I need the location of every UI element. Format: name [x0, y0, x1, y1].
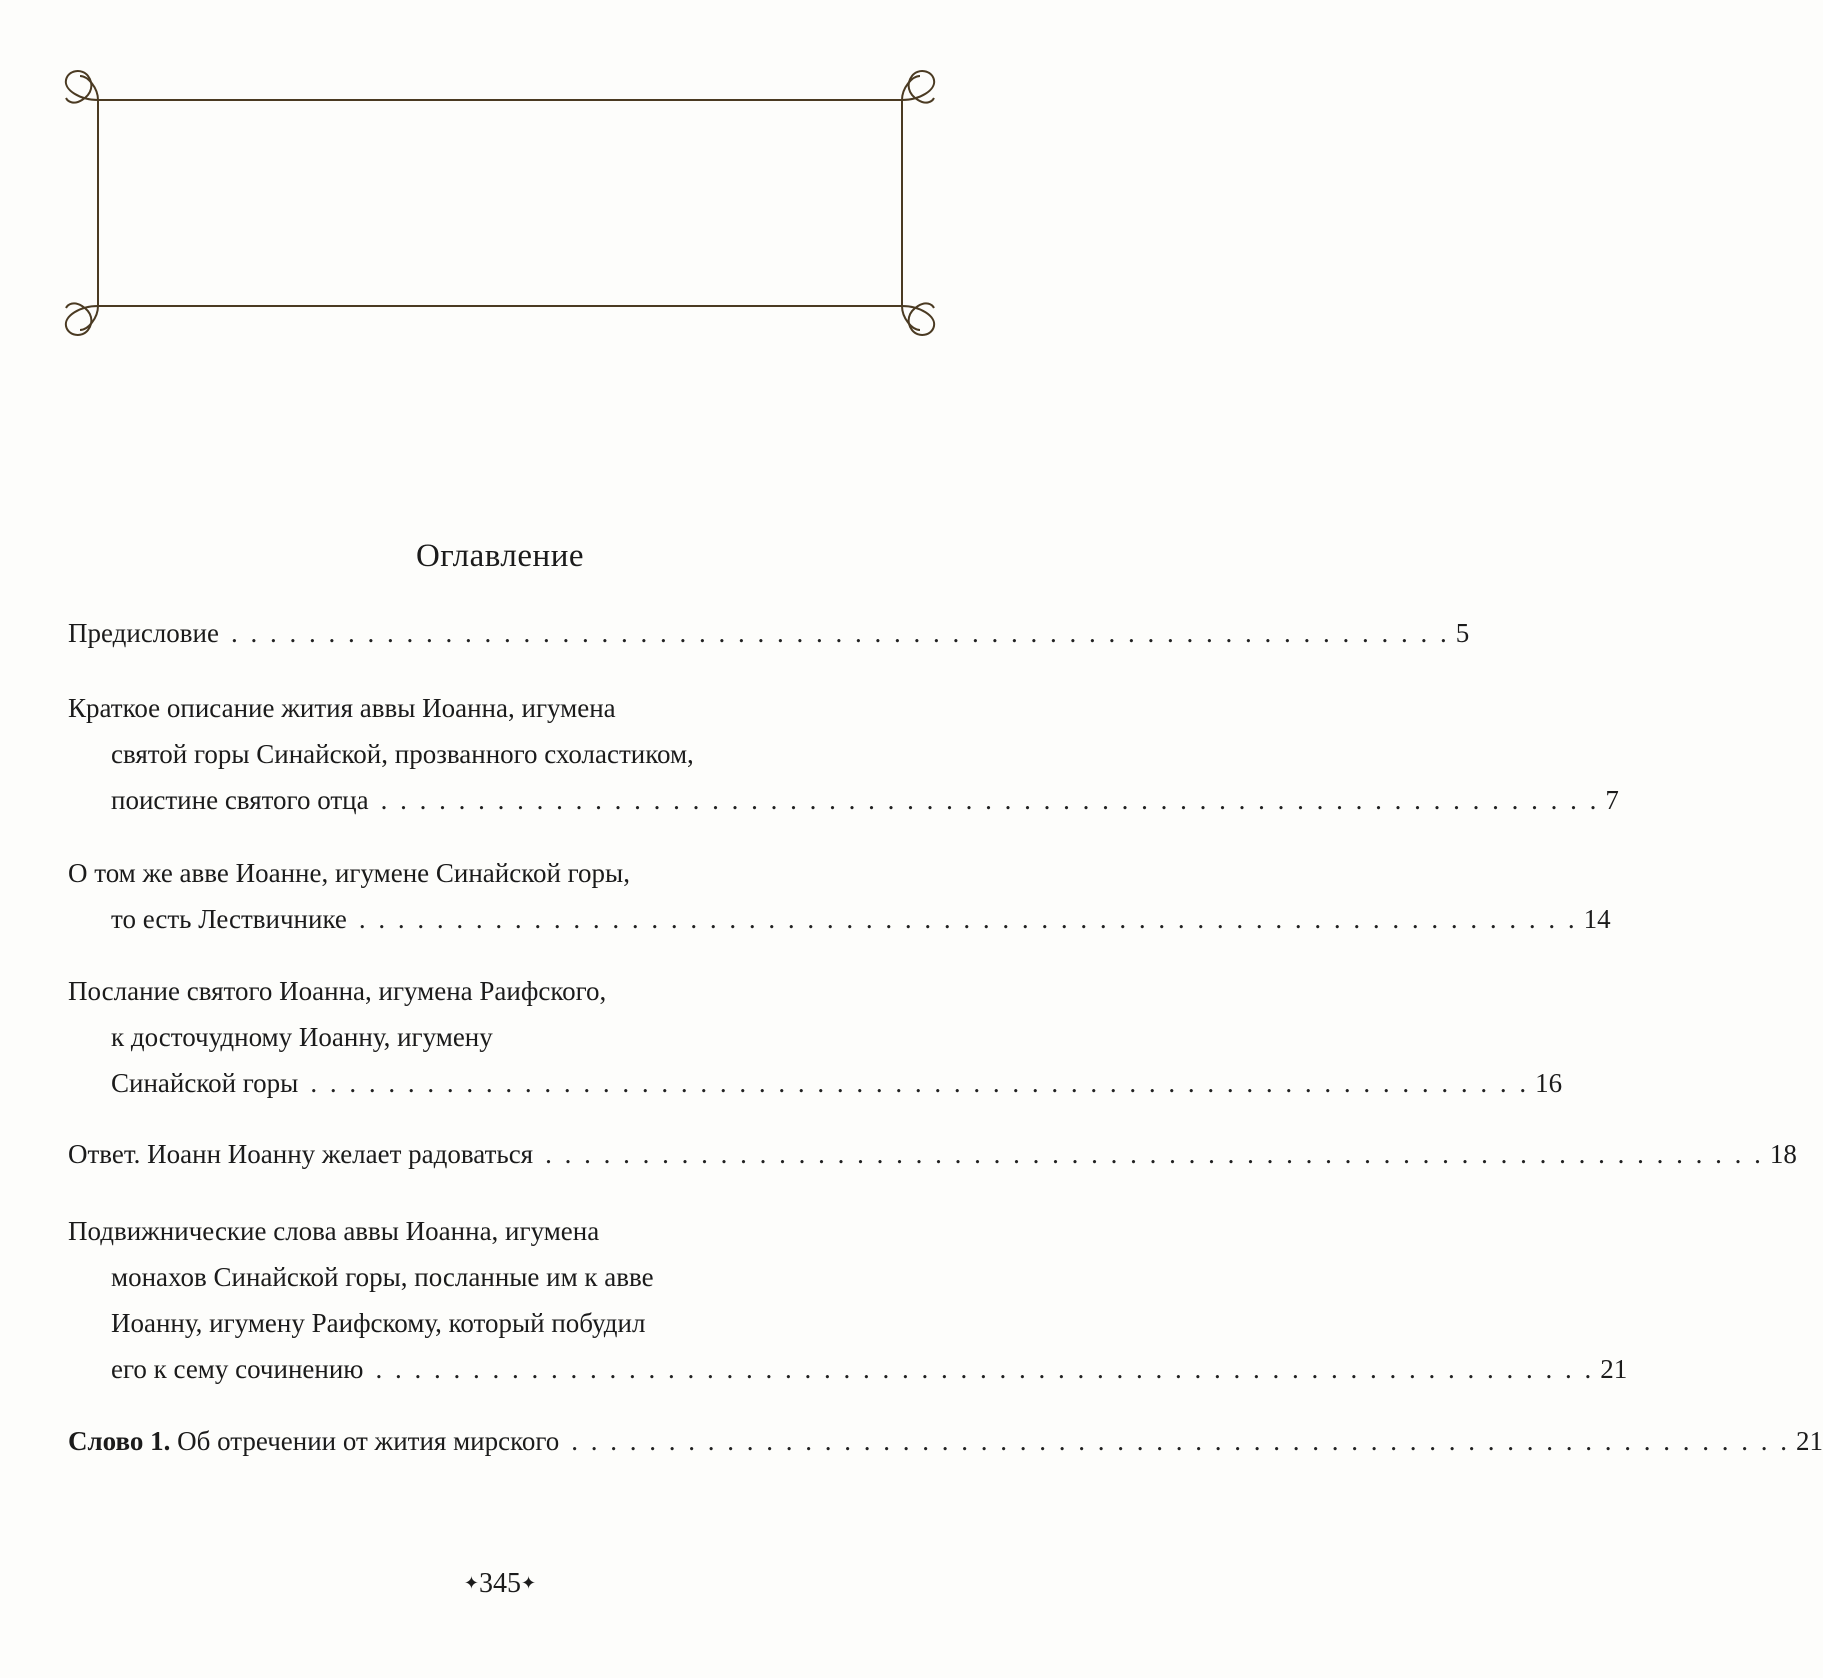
- entry-title: [68, 1418, 559, 1464]
- entry-page-number: 21: [1600, 1354, 1628, 1384]
- entry-line: святой горы Синайской, прозванного схоластиком,: [111, 739, 694, 769]
- entry-line: к досточудному Иоанну, игумену: [111, 1022, 493, 1052]
- leader-dots: . . . . . . . . . . . . . . . . . . . . . . . . . . . . . . . . . . . . . . . . . . . . . . . . . . . . . . . . . . . . . . .: [380, 785, 1600, 815]
- leader-dots: . . . . . . . . . . . . . . . . . . . . . . . . . . . . . . . . . . . . . . . . . . . . . . . . . . . . . . . . . . . . . . .: [310, 1068, 1530, 1098]
- entry-title: поистине святого отца: [111, 785, 369, 815]
- page-number: 345: [479, 1568, 521, 1599]
- entry-line: Послание святого Иоанна, игумена Раифского,: [68, 976, 607, 1006]
- leader-dots: . . . . . . . . . . . . . . . . . . . . . . . . . . . . . . . . . . . . . . . . . . . . . . . . . . . . . . . . . . . . . . .: [358, 904, 1578, 934]
- entry-line: Иоанну, игумену Раифскому, который побудил: [111, 1308, 646, 1338]
- entry-title: Синайской горы: [111, 1068, 299, 1098]
- entry-subtitle: Об отречении от жития мирского: [177, 1426, 560, 1456]
- entry-page-number: 21: [1796, 1426, 1823, 1456]
- entry-page-number: 14: [1583, 904, 1611, 934]
- toc-entry[interactable]: [68, 685, 1619, 823]
- entry-page-number: 5: [1455, 618, 1470, 648]
- toc-entry[interactable]: [68, 1418, 1823, 1464]
- toc-entry[interactable]: [68, 610, 1470, 656]
- entry-label: Слово 1.: [68, 1426, 171, 1456]
- entry-line: О том же авве Иоанне, игумене Синайской горы,: [68, 858, 630, 888]
- ornament-star-icon: ✦: [521, 1573, 537, 1593]
- toc-entry[interactable]: [68, 1131, 1797, 1177]
- entry-line: Краткое описание жития аввы Иоанна, игумена: [68, 693, 616, 723]
- toc-entry[interactable]: [68, 968, 1563, 1106]
- entry-line: монахов Синайской горы, посланные им к авве: [111, 1262, 654, 1292]
- ornament-star-icon: ✦: [463, 1573, 479, 1593]
- decorative-frame: [60, 68, 940, 338]
- leader-dots: . . . . . . . . . . . . . . . . . . . . . . . . . . . . . . . . . . . . . . . . . . . . . . . . . . . . . . . . . . . . . . .: [375, 1354, 1595, 1384]
- entry-title: его к сему сочинению: [111, 1354, 364, 1384]
- page-title: Оглавление: [415, 538, 585, 574]
- page-folio: [0, 1568, 1000, 1600]
- entry-page-number: 16: [1535, 1068, 1563, 1098]
- frame-ornament-icon: [60, 68, 940, 338]
- leader-dots: . . . . . . . . . . . . . . . . . . . . . . . . . . . . . . . . . . . . . . . . . . . . . . . . . . . . . . . . . . . . . . .: [545, 1139, 1764, 1169]
- entry-title: Ответ. Иоанн Иоанну желает радоваться: [68, 1139, 534, 1169]
- toc-entry[interactable]: [68, 850, 1611, 942]
- entry-line: Подвижнические слова аввы Иоанна, игумена: [68, 1216, 600, 1246]
- entry-title: то есть Лествичнике: [111, 904, 347, 934]
- toc-entry[interactable]: [68, 1208, 1628, 1392]
- leader-dots: . . . . . . . . . . . . . . . . . . . . . . . . . . . . . . . . . . . . . . . . . . . . . . . . . . . . . . . . . . . . . . .: [230, 618, 1450, 648]
- entry-page-number: 18: [1769, 1139, 1797, 1169]
- entry-page-number: 7: [1605, 785, 1619, 815]
- entry-title: Предисловие: [68, 618, 219, 648]
- leader-dots: . . . . . . . . . . . . . . . . . . . . . . . . . . . . . . . . . . . . . . . . . . . . . . . . . . . . . . . . . . . . . . .: [571, 1426, 1790, 1456]
